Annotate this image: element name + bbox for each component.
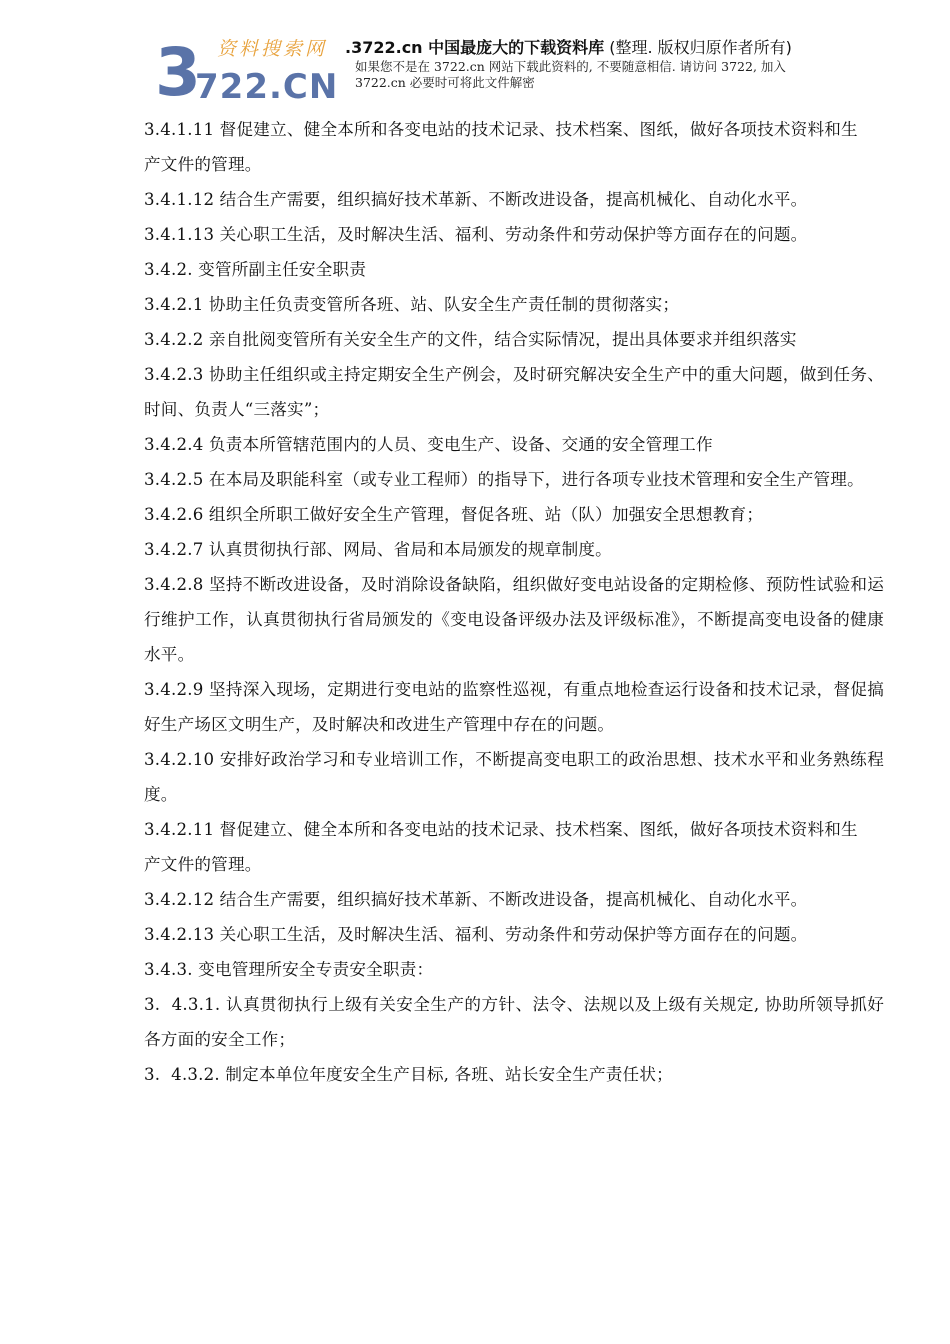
paragraph: 产文件的管理。 [144,155,262,174]
paragraph: 3. 4.3.1. 认真贯彻执行上级有关安全生产的方针、法令、法规以及上级有关规定, 协助所领导抓好各方面的安全工作； [144,995,884,1049]
paragraph: 3.4.2.12 结合生产需要，组织搞好技术革新、不断改进设备，提高机械化、自动化水平。 [144,890,808,909]
paragraph: 3.4.2.5 在本局及职能科室（或专业工程师）的指导下，进行各项专业技术管理和安全生产管理。 [144,470,864,489]
site-logo [155,34,350,111]
site-title-note: (整理. 版权归原作者所有) [604,38,792,57]
paragraph: 3.4.2.3 协助主任组织或主持定期安全生产例会，及时研究解决安全生产中的重大问题，做到任务、时间、负责人“三落实”； [144,365,884,419]
paragraph: 3.4.2.7 认真贯彻执行部、网局、省局和本局颁发的规章制度。 [144,540,612,559]
paragraph: 3.4.2.9 坚持深入现场，定期进行变电站的监察性巡视，有重点地检查运行设备和技术记录，督促搞好生产场区文明生产，及时解决和改进生产管理中存在的问题。 [144,680,884,734]
page-header [155,34,855,111]
paragraph: 3.4.2.6 组织全所职工做好安全生产管理，督促各班、站（队）加强安全思想教育； [144,505,764,524]
download-notice: 如果您不是在 3722.cn 网站下载此资料的, 不要随意相信. 请访问 3722, 加入 3722.cn 必要时可将此文件解密 [355,59,786,90]
paragraph: 3.4.2.2 亲自批阅变管所有关安全生产的文件，结合实际情况，提出具体要求并组织落实 [144,330,797,349]
logo-digit: 3 [155,34,199,111]
paragraph: 3.4.2.8 坚持不断改进设备，及时消除设备缺陷，组织做好变电站设备的定期检修、预防性试验和运行维护工作，认真贯彻执行省局颁发的《变电设备评级办法及评级标准》，不断提高变电设备的健康水平。 [144,575,884,664]
paragraph: 3.4.2.4 负责本所管辖范围内的人员、变电生产、设备、交通的安全管理工作 [144,435,713,454]
document-body [144,112,884,1092]
logo-domain: 722.CN [195,67,339,107]
paragraph: 3. 4.3.2. 制定本单位年度安全生产目标, 各班、站长安全生产责任状； [144,1065,673,1084]
site-title [345,38,792,58]
logo-tagline: 资料搜索网 [217,38,328,60]
paragraph: 3.4.1.12 结合生产需要，组织搞好技术革新、不断改进设备，提高机械化、自动化水平。 [144,190,808,209]
section-heading: 3.4.3. 变电管理所安全专责安全职责： [144,960,434,979]
paragraph: 3.4.1.13 关心职工生活，及时解决生活、福利、劳动条件和劳动保护等方面存在的问题。 [144,225,808,244]
paragraph: 产文件的管理。 [144,855,262,874]
paragraph: 3.4.2.13 关心职工生活，及时解决生活、福利、劳动条件和劳动保护等方面存在的问题。 [144,925,808,944]
paragraph: 3.4.2.10 安排好政治学习和专业培训工作，不断提高变电职工的政治思想、技术水平和业务熟练程度。 [144,750,884,804]
paragraph: 3.4.2.1 协助主任负责变管所各班、站、队安全生产责任制的贯彻落实； [144,295,680,314]
section-heading: 3.4.2. 变管所副主任安全职责 [144,260,367,279]
site-title-main: .3722.cn 中国最庞大的下载资料库 [345,38,605,57]
paragraph: 3.4.1.11 督促建立、健全本所和各变电站的技术记录、技术档案、图纸，做好各项技术资料和生 [144,120,858,139]
paragraph: 3.4.2.11 督促建立、健全本所和各变电站的技术记录、技术档案、图纸，做好各项技术资料和生 [144,820,858,839]
